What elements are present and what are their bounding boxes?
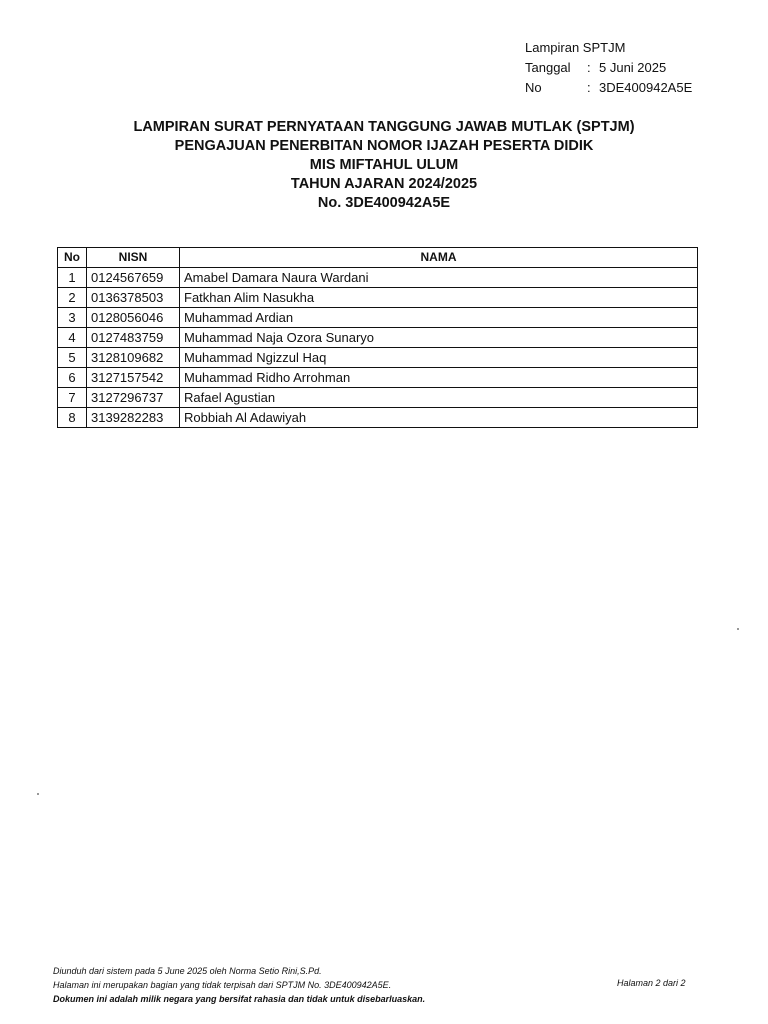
date-row (525, 58, 692, 78)
footer-downloaded-note: Diunduh dari sistem pada 5 June 2025 oleh Norma Setio Rini,S.Pd. (53, 966, 322, 976)
table-row (58, 328, 698, 348)
date-separator: : (587, 60, 591, 75)
table-row (58, 308, 698, 328)
row-nama: Muhammad Ngizzul Haq (180, 348, 698, 368)
row-no: 6 (58, 368, 87, 388)
row-nama: Muhammad Ardian (180, 308, 698, 328)
row-nama: Rafael Agustian (180, 388, 698, 408)
header-nama: NAMA (180, 248, 698, 268)
date-value: 5 Juni 2025 (599, 60, 667, 75)
school-name: MIS MIFTAHUL ULUM (309, 157, 459, 173)
scan-speck (737, 628, 739, 630)
row-no: 3 (58, 308, 87, 328)
row-nama: Robbiah Al Adawiyah (180, 408, 698, 428)
row-nisn: 3139282283 (87, 408, 180, 428)
document-number: No. 3DE400942A5E (317, 195, 451, 211)
student-table (57, 247, 698, 428)
document-subtitle: PENGAJUAN PENERBITAN NOMOR IJAZAH PESERTA DIDIK (174, 138, 594, 154)
row-nisn: 0128056046 (87, 308, 180, 328)
number-value: 3DE400942A5E (599, 80, 693, 95)
row-nisn: 0127483759 (87, 328, 180, 348)
academic-year: TAHUN AJARAN 2024/2025 (290, 176, 478, 192)
row-no: 2 (58, 288, 87, 308)
row-nama: Fatkhan Alim Nasukha (180, 288, 698, 308)
row-no: 4 (58, 328, 87, 348)
attachment-meta (525, 38, 692, 98)
row-nisn: 0136378503 (87, 288, 180, 308)
attachment-label-row (525, 38, 692, 58)
row-no: 8 (58, 408, 87, 428)
document-title: LAMPIRAN SURAT PERNYATAAN TANGGUNG JAWAB MUTLAK (SPTJM) (133, 119, 635, 135)
row-nisn: 3127296737 (87, 388, 180, 408)
row-nama: Muhammad Ridho Arrohman (180, 368, 698, 388)
number-separator: : (587, 80, 591, 95)
header-nisn: NISN (87, 248, 180, 268)
document-title-block (0, 118, 768, 213)
row-no: 1 (58, 268, 87, 288)
footer-confidential-note: Dokumen ini adalah milik negara yang bersifat rahasia dan tidak untuk disebarluaskan. (53, 994, 426, 1004)
row-nisn: 0124567659 (87, 268, 180, 288)
page-number: Halaman 2 dari 2 (617, 978, 686, 988)
table-row (58, 408, 698, 428)
scan-speck (37, 793, 39, 795)
table-row (58, 288, 698, 308)
footer-page-part-note: Halaman ini merupakan bagian yang tidak terpisah dari SPTJM No. 3DE400942A5E. (53, 980, 392, 990)
row-nisn: 3128109682 (87, 348, 180, 368)
number-row (525, 78, 692, 98)
attachment-label: Lampiran SPTJM (525, 40, 626, 55)
table-row (58, 388, 698, 408)
row-nama: Muhammad Naja Ozora Sunaryo (180, 328, 698, 348)
row-no: 7 (58, 388, 87, 408)
number-label: No (525, 80, 542, 95)
row-nisn: 3127157542 (87, 368, 180, 388)
header-no: No (58, 248, 87, 268)
date-label: Tanggal (525, 60, 571, 75)
row-no: 5 (58, 348, 87, 368)
row-nama: Amabel Damara Naura Wardani (180, 268, 698, 288)
table-row (58, 268, 698, 288)
table-row (58, 368, 698, 388)
table-row (58, 348, 698, 368)
table-header-row (58, 248, 698, 268)
footer-notes (53, 964, 425, 1006)
